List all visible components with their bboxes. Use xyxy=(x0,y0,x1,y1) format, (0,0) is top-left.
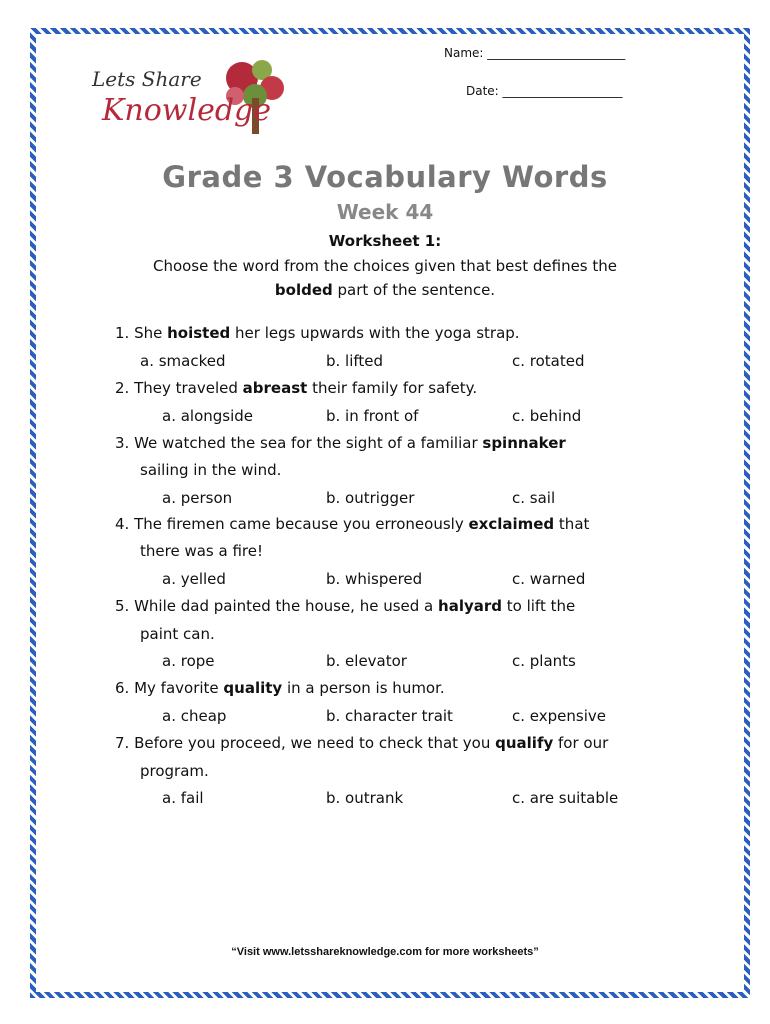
question-5 xyxy=(115,597,575,615)
option-a: a. smacked xyxy=(140,352,226,370)
question-number: 4. xyxy=(115,515,130,533)
option-c: c. plants xyxy=(512,652,576,670)
question-3-line-2: sailing in the wind. xyxy=(140,461,282,479)
question-number: 7. xyxy=(115,734,130,752)
option-b: b. outrigger xyxy=(326,489,415,507)
bold-word: qualify xyxy=(495,734,554,752)
question-5-line-2: paint can. xyxy=(140,625,215,643)
worksheet-title: Worksheet 1: xyxy=(328,232,442,250)
question-7-line-2: program. xyxy=(140,762,209,780)
question-number: 2. xyxy=(115,379,130,397)
question-4-line-2: there was a fire! xyxy=(140,542,263,560)
bold-word: abreast xyxy=(242,379,308,397)
name-field-label: Name: _______________________ xyxy=(444,46,626,60)
option-b: b. whispered xyxy=(326,570,423,588)
footer-text: “Visit www.letsshareknowledge.com for more worksheets” xyxy=(231,946,539,958)
instructions xyxy=(0,254,770,302)
option-c: c. are suitable xyxy=(512,789,619,807)
option-b: b. in front of xyxy=(326,407,419,425)
question-number: 5. xyxy=(115,597,130,615)
question-4 xyxy=(115,515,589,533)
question-text: She hoisted her legs upwards with the yoga strap. xyxy=(134,324,520,342)
logo xyxy=(90,58,300,138)
question-7 xyxy=(115,734,608,752)
option-c: c. expensive xyxy=(512,707,606,725)
question-text: While dad painted the house, he used a halyard to lift the xyxy=(134,597,576,615)
option-a: a. person xyxy=(162,489,233,507)
option-c: c. behind xyxy=(512,407,582,425)
question-number: 1. xyxy=(115,324,130,342)
option-c: c. warned xyxy=(512,570,586,588)
question-text: The firemen came because you erroneously exclaimed that xyxy=(134,515,590,533)
option-c: c. rotated xyxy=(512,352,585,370)
instructions-line-2 xyxy=(0,278,770,302)
option-b: b. character trait xyxy=(326,707,453,725)
question-2 xyxy=(115,379,477,397)
option-b: b. elevator xyxy=(326,652,407,670)
instructions-line-2-rest: part of the sentence. xyxy=(332,281,496,299)
question-text: We watched the sea for the sight of a familiar spinnaker xyxy=(134,434,566,452)
question-text: My favorite quality in a person is humor. xyxy=(134,679,445,697)
bold-word: exclaimed xyxy=(468,515,555,533)
date-field-label: Date: ____________________ xyxy=(466,84,623,98)
week-subtitle: Week 44 xyxy=(336,200,434,224)
instructions-line-1: Choose the word from the choices given that best defines the xyxy=(152,257,618,275)
bold-word: spinnaker xyxy=(482,434,566,452)
option-c: c. sail xyxy=(512,489,556,507)
option-b: b. lifted xyxy=(326,352,384,370)
question-number: 3. xyxy=(115,434,130,452)
bold-word: quality xyxy=(223,679,283,697)
question-3 xyxy=(115,434,566,452)
question-text: They traveled abreast their family for safety. xyxy=(134,379,478,397)
instructions-bold-word: bolded xyxy=(274,281,333,299)
option-a: a. cheap xyxy=(162,707,227,725)
question-6 xyxy=(115,679,445,697)
option-a: a. fail xyxy=(162,789,204,807)
option-a: a. yelled xyxy=(162,570,226,588)
option-a: a. rope xyxy=(162,652,215,670)
option-a: a. alongside xyxy=(162,407,254,425)
logo-text-top: Lets Share xyxy=(92,67,202,91)
bold-word: hoisted xyxy=(167,324,231,342)
page-title: Grade 3 Vocabulary Words xyxy=(162,160,608,194)
question-text: Before you proceed, we need to check that you qualify for our xyxy=(134,734,609,752)
question-1 xyxy=(115,324,520,342)
question-number: 6. xyxy=(115,679,130,697)
logo-text-bottom: Knowledge xyxy=(102,93,271,128)
bold-word: halyard xyxy=(438,597,502,615)
option-b: b. outrank xyxy=(326,789,404,807)
